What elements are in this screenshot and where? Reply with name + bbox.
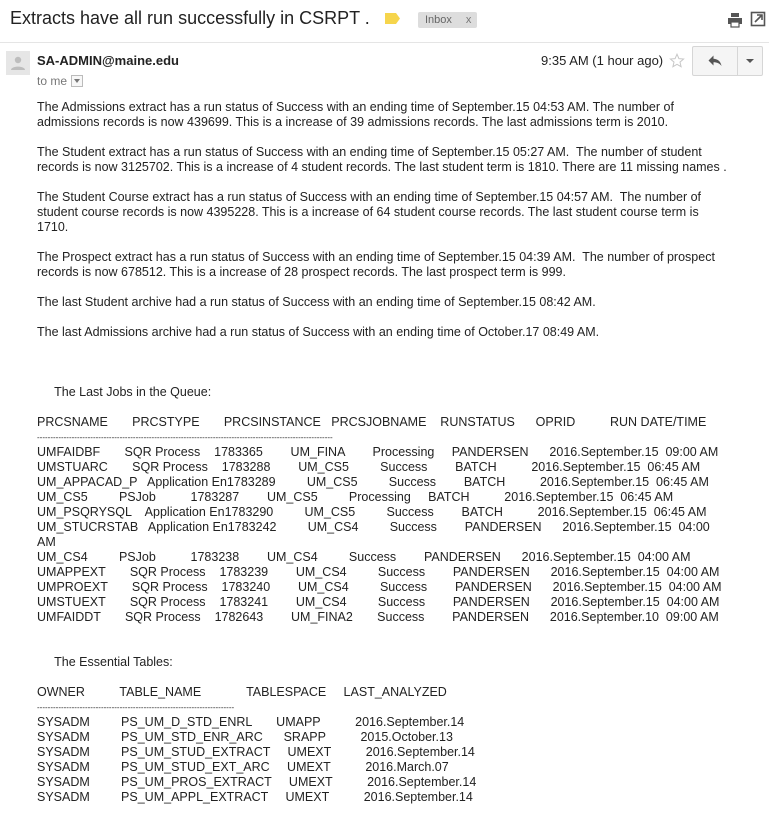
tables-table-row: SYSADM PS_UM_STUD_EXTRACT UMEXT 2016.September.14 — [37, 745, 475, 759]
body-spacer — [37, 400, 755, 415]
admissions-archive-paragraph: The last Admissions archive had a run status of Success with an ending time of October.17 08:49 AM. — [37, 325, 600, 339]
person-icon — [6, 51, 30, 75]
jobs-table-row: UM_PSQRYSQL Application En1783290 UM_CS5 Success BATCH 2016.September.15 06:45 AM — [37, 505, 707, 519]
prospect-extract-paragraph: The Prospect extract has a run status of Success with an ending time of September.15 04:39 AM. The number of prospect records is now 678512. This is a increase of 28 prospect records. The last prospect term is 999. — [37, 250, 715, 279]
tables-heading: The Essential Tables: — [37, 655, 173, 669]
jobs-table-rule: --------------------------------------------------------------------------------------------------------------- — [37, 433, 333, 442]
student-archive-paragraph: The last Student archive had a run status of Success with an ending time of September.15 08:42 AM. — [37, 295, 596, 309]
reply-button-group — [692, 46, 763, 76]
jobs-table-row: UMFAIDBF SQR Process 1783365 UM_FINA Processing PANDERSEN 2016.September.15 09:00 AM — [37, 445, 719, 459]
sender-avatar[interactable] — [6, 51, 30, 75]
reply-button[interactable] — [693, 47, 738, 75]
jobs-table-rows — [37, 445, 755, 625]
jobs-table-row: UM_STUCRSTAB Application En1783242 UM_CS4 Success PANDERSEN 2016.September.15 04:00 AM — [37, 520, 710, 549]
open-in-new-window-icon[interactable] — [750, 11, 766, 27]
sender-address[interactable]: SA-ADMIN@maine.edu — [37, 53, 179, 68]
jobs-table-row: UMSTUARC SQR Process 1783288 UM_CS5 Success BATCH 2016.September.15 06:45 AM — [37, 460, 701, 474]
jobs-heading: The Last Jobs in the Queue: — [37, 385, 212, 399]
inbox-label-text: Inbox — [425, 14, 452, 26]
jobs-table-header: PRCSNAME PRCSTYPE PRCSINSTANCE PRCSJOBNAME RUNSTATUS OPRID RUN DATE/TIME — [37, 415, 707, 429]
tables-table-row: SYSADM PS_UM_STUD_EXT_ARC UMEXT 2016.March.07 — [37, 760, 449, 774]
inbox-label-chip[interactable] — [418, 12, 477, 28]
tables-table-row: SYSADM PS_UM_D_STD_ENRL UMAPP 2016.September.14 — [37, 715, 465, 729]
tables-table-row: SYSADM PS_UM_APPL_EXTRACT UMEXT 2016.September.14 — [37, 790, 473, 804]
tables-table-rows — [37, 715, 755, 805]
star-icon[interactable] — [669, 53, 685, 69]
jobs-table-row: UMFAIDDT SQR Process 1782643 UM_FINA2 Success PANDERSEN 2016.September.10 09:00 AM — [37, 610, 719, 624]
subject-bar — [0, 0, 769, 42]
show-details-dropdown[interactable] — [71, 75, 83, 87]
jobs-table-row: UM_CS4 PSJob 1783238 UM_CS4 Success PANDERSEN 2016.September.15 04:00 AM — [37, 550, 691, 564]
body-spacer — [37, 625, 755, 655]
recipient-text: to me — [37, 74, 68, 88]
recipient-line — [37, 74, 83, 88]
more-actions-dropdown[interactable] — [738, 47, 762, 75]
tables-table-rule: -------------------------------------------------------------------------- — [37, 703, 235, 712]
jobs-table-row: UMPROEXT SQR Process 1783240 UM_CS4 Success PANDERSEN 2016.September.15 04:00 AM — [37, 580, 722, 594]
tables-table-row: SYSADM PS_UM_PROS_EXTRACT UMEXT 2016.September.14 — [37, 775, 477, 789]
jobs-table-row: UM_CS5 PSJob 1783287 UM_CS5 Processing BATCH 2016.September.15 06:45 AM — [37, 490, 674, 504]
tables-table-row: SYSADM PS_UM_STD_ENR_ARC SRAPP 2015.October.13 — [37, 730, 453, 744]
label-tag-icon[interactable] — [385, 13, 400, 24]
tables-table-header: OWNER TABLE_NAME TABLESPACE LAST_ANALYZED — [37, 685, 447, 699]
body-spacer — [37, 670, 755, 685]
header-divider — [0, 42, 769, 43]
body-spacer — [37, 355, 755, 385]
email-subject: Extracts have all run successfully in CSRPT . — [10, 8, 370, 28]
print-icon[interactable] — [727, 12, 743, 28]
message-timestamp: 9:35 AM (1 hour ago) — [541, 53, 664, 68]
student-course-extract-paragraph: The Student Course extract has a run status of Success with an ending time of September.15 04:57 AM. The number of student course records is now 4395228. This is a increase of 64 student course records. The last student course term is 1710. — [37, 190, 702, 234]
remove-label-button[interactable]: x — [465, 14, 472, 26]
admissions-extract-paragraph: The Admissions extract has a run status of Success with an ending time of September.15 04:53 AM. The number of admissions records is now 439699. This is a increase of 39 admissions records. The last admissions term is 2010. — [37, 100, 674, 129]
jobs-table-row: UM_APPACAD_P Application En1783289 UM_CS5 Success BATCH 2016.September.15 06:45 AM — [37, 475, 709, 489]
message-body — [37, 100, 755, 805]
student-extract-paragraph: The Student extract has a run status of Success with an ending time of September.15 05:27 AM. The number of student records is now 3125702. This is a increase of 4 student records. The last student term is 1810. There are 11 missing names . — [37, 145, 727, 174]
reply-icon — [708, 55, 722, 67]
jobs-table-row: UMAPPEXT SQR Process 1783239 UM_CS4 Success PANDERSEN 2016.September.15 04:00 AM — [37, 565, 720, 579]
jobs-table-row: UMSTUEXT SQR Process 1783241 UM_CS4 Success PANDERSEN 2016.September.15 04:00 AM — [37, 595, 720, 609]
